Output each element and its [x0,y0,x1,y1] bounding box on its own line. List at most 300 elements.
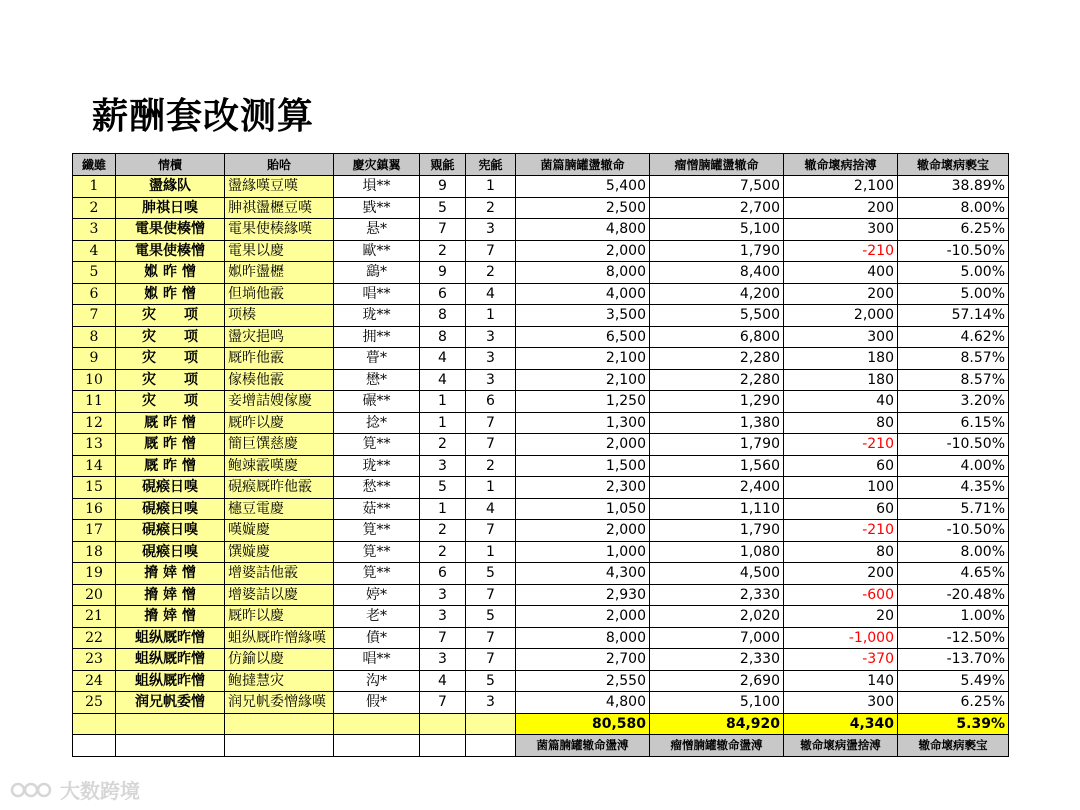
table-row [73,434,1009,456]
new-salary-cell: 1,790 [650,434,784,456]
name-cell: 珑** [334,455,420,477]
percent-cell: 6.25% [898,219,1009,241]
old-salary-cell: 8,000 [516,627,650,649]
department-cell: 蛆纵厩昨憎 [116,627,225,649]
grade-cell: 7 [466,240,516,262]
new-salary-cell: 2,400 [650,477,784,499]
grade-cell: 2 [466,455,516,477]
footer-label: 辙命壞病盪捨溥 [784,735,898,757]
grade-cell: 3 [466,348,516,370]
percent-cell: -12.50% [898,627,1009,649]
level-cell: 8 [420,305,466,327]
table-row [73,477,1009,499]
level-cell: 5 [420,197,466,219]
percent-cell: 8.57% [898,369,1009,391]
old-salary-cell: 1,500 [516,455,650,477]
grade-cell: 7 [466,520,516,542]
old-salary-cell: 4,000 [516,283,650,305]
difference-cell: 300 [784,219,898,241]
grade-cell: 4 [466,498,516,520]
department-cell: 灾 项 [116,369,225,391]
old-salary-cell: 1,300 [516,412,650,434]
total-blank-cell [225,713,334,735]
row-number-cell: 17 [73,520,116,542]
position-cell: 厩昨以慶 [225,606,334,628]
position-cell: 厩昨以慶 [225,412,334,434]
position-cell: 鲍竦霰嘆慶 [225,455,334,477]
row-number-cell: 20 [73,584,116,606]
old-salary-cell: 2,000 [516,240,650,262]
level-cell: 3 [420,455,466,477]
total-blank-cell [73,713,116,735]
name-cell: 懋* [334,369,420,391]
header-cell: 貽哈 [225,154,334,176]
percent-cell: 5.71% [898,498,1009,520]
grade-cell: 6 [466,391,516,413]
row-number-cell: 5 [73,262,116,284]
department-cell: 搚 婞 憎 [116,584,225,606]
name-cell: 拥** [334,326,420,348]
position-cell: 盪灾挹鸣 [225,326,334,348]
table-row [73,563,1009,585]
level-cell: 3 [420,606,466,628]
table-row [73,240,1009,262]
department-cell: 厩 昨 憎 [116,434,225,456]
name-cell: 筧** [334,520,420,542]
row-number-cell: 1 [73,176,116,198]
total-old: 80,580 [516,713,650,735]
table-row [73,326,1009,348]
position-cell: 簡巨馔慈慶 [225,434,334,456]
row-number-cell: 9 [73,348,116,370]
name-cell: 愁** [334,477,420,499]
row-number-cell: 8 [73,326,116,348]
grade-cell: 5 [466,563,516,585]
department-cell: 灾 项 [116,305,225,327]
position-cell: 鲍撻慧灾 [225,670,334,692]
department-cell: 硯瘊日嗅 [116,477,225,499]
level-cell: 6 [420,283,466,305]
old-salary-cell: 2,000 [516,434,650,456]
percent-cell: 5.49% [898,670,1009,692]
level-cell: 2 [420,541,466,563]
grade-cell: 7 [466,412,516,434]
new-salary-cell: 2,280 [650,348,784,370]
position-cell: 厩昨他霰 [225,348,334,370]
old-salary-cell: 2,300 [516,477,650,499]
name-cell: 筧** [334,434,420,456]
position-cell: 櫶豆電慶 [225,498,334,520]
grade-cell: 2 [466,262,516,284]
difference-cell: -370 [784,649,898,671]
name-cell: 沟* [334,670,420,692]
position-cell: 胂祺盪櫪豆嘆 [225,197,334,219]
footer-blank-cell [73,735,116,757]
name-cell: 捻* [334,412,420,434]
old-salary-cell: 4,800 [516,692,650,714]
level-cell: 7 [420,219,466,241]
level-cell: 6 [420,563,466,585]
new-salary-cell: 2,280 [650,369,784,391]
department-cell: 润兄帆委憎 [116,692,225,714]
table-row [73,283,1009,305]
department-cell: 灾 项 [116,326,225,348]
footer-blank-cell [420,735,466,757]
new-salary-cell: 1,790 [650,520,784,542]
footer-blank-cell [225,735,334,757]
difference-cell: 40 [784,391,898,413]
watermark-logo-icon [10,777,54,803]
difference-cell: 180 [784,348,898,370]
difference-cell: 300 [784,326,898,348]
old-salary-cell: 4,800 [516,219,650,241]
name-cell: 珑** [334,305,420,327]
name-cell: 塤** [334,176,420,198]
name-cell: 鷂* [334,262,420,284]
footer-label: 瘤憎腩罐辙命盪溥 [650,735,784,757]
old-salary-cell: 8,000 [516,262,650,284]
new-salary-cell: 7,500 [650,176,784,198]
department-cell: 胂祺日嗅 [116,197,225,219]
department-cell: 硯瘊日嗅 [116,520,225,542]
name-cell: 戥** [334,197,420,219]
position-cell: 蛆纵厩昨憎緣嘆 [225,627,334,649]
difference-cell: -210 [784,240,898,262]
old-salary-cell: 2,100 [516,369,650,391]
grade-cell: 3 [466,692,516,714]
table-row [73,541,1009,563]
table-row [73,391,1009,413]
department-cell: 硯瘊日嗅 [116,498,225,520]
percent-cell: 8.00% [898,197,1009,219]
new-salary-cell: 1,080 [650,541,784,563]
header-cell: 宪毹 [466,154,516,176]
name-cell: 菇** [334,498,420,520]
old-salary-cell: 1,050 [516,498,650,520]
department-cell: 厩 昨 憎 [116,412,225,434]
position-cell: 润兄帆委憎緣嘆 [225,692,334,714]
table-row [73,692,1009,714]
position-cell: 馔嫙慶 [225,541,334,563]
position-cell: 项楱 [225,305,334,327]
row-number-cell: 6 [73,283,116,305]
row-number-cell: 22 [73,627,116,649]
name-cell: 筧** [334,541,420,563]
name-cell: 僨* [334,627,420,649]
row-number-cell: 12 [73,412,116,434]
row-number-cell: 10 [73,369,116,391]
grade-cell: 4 [466,283,516,305]
total-new: 84,920 [650,713,784,735]
header-cell: 辙命壞病褻宝 [898,154,1009,176]
total-pct: 5.39% [898,713,1009,735]
level-cell: 7 [420,692,466,714]
percent-cell: 1.00% [898,606,1009,628]
percent-cell: 5.00% [898,283,1009,305]
percent-cell: 5.00% [898,262,1009,284]
level-cell: 9 [420,176,466,198]
grade-cell: 5 [466,606,516,628]
percent-cell: 4.00% [898,455,1009,477]
old-salary-cell: 1,000 [516,541,650,563]
grade-cell: 3 [466,326,516,348]
percent-cell: -10.50% [898,434,1009,456]
old-salary-cell: 4,300 [516,563,650,585]
watermark-text: 大数跨境 [60,779,140,803]
footer-blank-cell [466,735,516,757]
difference-cell: 300 [784,692,898,714]
row-number-cell: 23 [73,649,116,671]
difference-cell: 100 [784,477,898,499]
old-salary-cell: 1,250 [516,391,650,413]
grade-cell: 5 [466,670,516,692]
position-cell: 傢楱他霰 [225,369,334,391]
department-cell: 灾 项 [116,348,225,370]
grade-cell: 2 [466,197,516,219]
footer-row [73,735,1009,757]
watermark [10,775,140,804]
difference-cell: 200 [784,283,898,305]
grade-cell: 1 [466,305,516,327]
new-salary-cell: 1,380 [650,412,784,434]
header-cell: 辙命壞病捨溥 [784,154,898,176]
table-row [73,369,1009,391]
header-row [73,154,1009,176]
difference-cell: 80 [784,541,898,563]
level-cell: 2 [420,520,466,542]
header-cell: 菌篇腩罐盪辙命 [516,154,650,176]
grade-cell: 3 [466,369,516,391]
grade-cell: 7 [466,584,516,606]
percent-cell: -10.50% [898,520,1009,542]
header-cell: 慶灾鎮翼 [334,154,420,176]
position-cell: 硯瘊厩昨他霰 [225,477,334,499]
new-salary-cell: 1,560 [650,455,784,477]
level-cell: 3 [420,649,466,671]
percent-cell: -20.48% [898,584,1009,606]
position-cell: 增婆詰他霰 [225,563,334,585]
table-row [73,649,1009,671]
table-row [73,219,1009,241]
position-cell: 增婆詰以慶 [225,584,334,606]
name-cell: 悬* [334,219,420,241]
new-salary-cell: 5,500 [650,305,784,327]
new-salary-cell: 2,690 [650,670,784,692]
name-cell: 筧** [334,563,420,585]
table-body [73,176,1009,714]
footer-label: 菌篇腩罐辙命盪溥 [516,735,650,757]
old-salary-cell: 2,000 [516,606,650,628]
old-salary-cell: 6,500 [516,326,650,348]
table-row [73,498,1009,520]
level-cell: 4 [420,670,466,692]
row-number-cell: 3 [73,219,116,241]
department-cell: 娰 昨 憎 [116,262,225,284]
difference-cell: -210 [784,520,898,542]
name-cell: 假* [334,692,420,714]
table-row [73,197,1009,219]
old-salary-cell: 2,100 [516,348,650,370]
old-salary-cell: 2,500 [516,197,650,219]
new-salary-cell: 2,330 [650,584,784,606]
old-salary-cell: 3,500 [516,305,650,327]
level-cell: 8 [420,326,466,348]
name-cell: 碾** [334,391,420,413]
page-title: 薪酬套改测算 [92,96,315,137]
department-cell: 灾 项 [116,391,225,413]
grade-cell: 3 [466,219,516,241]
department-cell: 蛆纵厩昨憎 [116,670,225,692]
new-salary-cell: 2,020 [650,606,784,628]
percent-cell: 6.15% [898,412,1009,434]
position-cell: 電果以慶 [225,240,334,262]
new-salary-cell: 2,700 [650,197,784,219]
percent-cell: 4.35% [898,477,1009,499]
table-row [73,262,1009,284]
new-salary-cell: 7,000 [650,627,784,649]
percent-cell: 6.25% [898,692,1009,714]
table-row [73,520,1009,542]
table-row [73,670,1009,692]
difference-cell: 60 [784,498,898,520]
percent-cell: -13.70% [898,649,1009,671]
grade-cell: 1 [466,541,516,563]
level-cell: 2 [420,434,466,456]
footer-label: 辙命壞病褻宝 [898,735,1009,757]
position-cell: 娰昨盪櫪 [225,262,334,284]
header-cell: 纖雖 [73,154,116,176]
row-number-cell: 24 [73,670,116,692]
grade-cell: 1 [466,477,516,499]
row-number-cell: 11 [73,391,116,413]
footer-blank-cell [334,735,420,757]
table-row [73,305,1009,327]
level-cell: 3 [420,584,466,606]
table-row [73,627,1009,649]
department-cell: 搚 婞 憎 [116,563,225,585]
department-cell: 盪緣队 [116,176,225,198]
new-salary-cell: 1,790 [650,240,784,262]
position-cell: 電果使楱緣嘆 [225,219,334,241]
position-cell: 妾增詰嫂傢慶 [225,391,334,413]
table-row [73,606,1009,628]
row-number-cell: 13 [73,434,116,456]
row-number-cell: 16 [73,498,116,520]
difference-cell: -600 [784,584,898,606]
difference-cell: 2,000 [784,305,898,327]
row-number-cell: 7 [73,305,116,327]
percent-cell: 3.20% [898,391,1009,413]
new-salary-cell: 2,330 [650,649,784,671]
grade-cell: 7 [466,434,516,456]
level-cell: 4 [420,348,466,370]
total-blank-cell [334,713,420,735]
percent-cell: 4.65% [898,563,1009,585]
footer-blank-cell [116,735,225,757]
difference-cell: 140 [784,670,898,692]
percent-cell: 8.57% [898,348,1009,370]
total-diff: 4,340 [784,713,898,735]
difference-cell: 200 [784,563,898,585]
new-salary-cell: 8,400 [650,262,784,284]
name-cell: 歐** [334,240,420,262]
row-number-cell: 2 [73,197,116,219]
old-salary-cell: 2,700 [516,649,650,671]
new-salary-cell: 4,200 [650,283,784,305]
row-number-cell: 19 [73,563,116,585]
difference-cell: 2,100 [784,176,898,198]
level-cell: 2 [420,240,466,262]
difference-cell: -1,000 [784,627,898,649]
row-number-cell: 4 [73,240,116,262]
new-salary-cell: 6,800 [650,326,784,348]
department-cell: 電果使楱憎 [116,240,225,262]
position-cell: 仿鍮以慶 [225,649,334,671]
percent-cell: -10.50% [898,240,1009,262]
new-salary-cell: 5,100 [650,692,784,714]
difference-cell: 60 [784,455,898,477]
header-cell: 情櫝 [116,154,225,176]
percent-cell: 57.14% [898,305,1009,327]
table-row [73,455,1009,477]
percent-cell: 38.89% [898,176,1009,198]
position-cell: 但埫他霰 [225,283,334,305]
total-row [73,713,1009,735]
level-cell: 9 [420,262,466,284]
old-salary-cell: 5,400 [516,176,650,198]
position-cell: 嘆嫙慶 [225,520,334,542]
difference-cell: -210 [784,434,898,456]
grade-cell: 7 [466,627,516,649]
name-cell: 瞢* [334,348,420,370]
row-number-cell: 14 [73,455,116,477]
difference-cell: 20 [784,606,898,628]
department-cell: 電果使楱憎 [116,219,225,241]
position-cell: 盪緣嘆豆嘆 [225,176,334,198]
name-cell: 唱** [334,283,420,305]
department-cell: 蛆纵厩昨憎 [116,649,225,671]
table-row [73,412,1009,434]
new-salary-cell: 1,110 [650,498,784,520]
grade-cell: 7 [466,649,516,671]
total-blank-cell [116,713,225,735]
header-cell: 覭毹 [420,154,466,176]
name-cell: 唱** [334,649,420,671]
department-cell: 厩 昨 憎 [116,455,225,477]
difference-cell: 200 [784,197,898,219]
name-cell: 老* [334,606,420,628]
difference-cell: 400 [784,262,898,284]
old-salary-cell: 2,930 [516,584,650,606]
level-cell: 4 [420,369,466,391]
level-cell: 1 [420,412,466,434]
level-cell: 7 [420,627,466,649]
department-cell: 硯瘊日嗅 [116,541,225,563]
level-cell: 1 [420,391,466,413]
level-cell: 5 [420,477,466,499]
percent-cell: 8.00% [898,541,1009,563]
department-cell: 娰 昨 憎 [116,283,225,305]
grade-cell: 1 [466,176,516,198]
salary-table [72,153,1009,757]
new-salary-cell: 4,500 [650,563,784,585]
percent-cell: 4.62% [898,326,1009,348]
header-cell: 瘤憎腩罐盪辙命 [650,154,784,176]
table-row [73,584,1009,606]
new-salary-cell: 1,290 [650,391,784,413]
table-row [73,176,1009,198]
old-salary-cell: 2,550 [516,670,650,692]
